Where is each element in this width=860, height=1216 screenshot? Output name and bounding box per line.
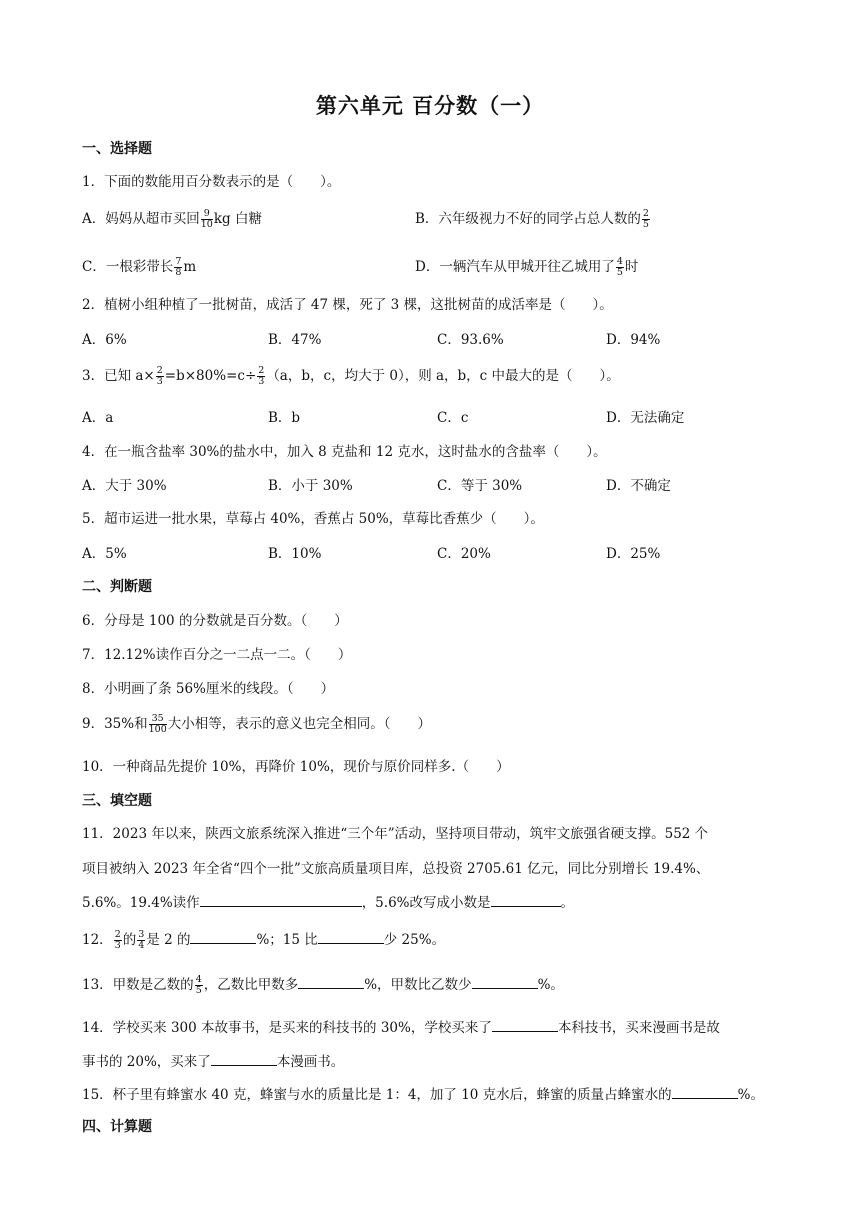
question-3-option-a: A．a [82,410,114,426]
question-11-line-3: 5.6%。19.4%读作 ，5.6%改写成小数是 。 [82,895,574,911]
question-2-option-c: C．93.6% [437,332,504,348]
answer-blank[interactable] [672,1086,738,1099]
question-3-option-b: B．b [268,410,301,426]
question-1-option-b: B．六年级视力不好的同学占总人数的 $\frac{2}{5}$ [415,208,649,230]
question-3-option-c: C．c [437,410,469,426]
question-11-line-2: 项目被纳入 2023 年全省“四个一批”文旅高质量项目库，总投资 2705.61 亿元，同比分别增长 19.4%、 [82,861,710,877]
page-title: 第六单元 百分数（一） [315,94,545,118]
question-15: 15．杯子里有蜂蜜水 40 克，蜂蜜与水的质量比是 1：4，加了 10 克水后，蜂蜜的质量占蜂蜜水的 %。 [82,1087,764,1103]
question-4-option-a: A．大于 30% [82,478,167,494]
question-1-option-a: A．妈妈从超市买回 $\frac{9}{10}$ kg 白糖 [82,208,262,230]
question-7: 7．12.12%读作百分之一二点一二。（ ） [82,647,352,663]
question-12: 12． $\frac{2}{3}$ 的 $\frac{3}{4}$ 是 2 的 %；15 比 少 25%。 [82,929,446,951]
question-13: 13．甲数是乙数的 $\frac{4}{5}$ ，乙数比甲数多 %，甲数比乙数少 %。 [82,974,564,996]
question-2-option-b: B．47% [268,332,322,348]
question-4-option-b: B．小于 30% [268,478,353,494]
answer-blank[interactable] [298,976,364,989]
question-3-option-d: D．无法确定 [606,410,685,426]
question-14-line-1: 14．学校买来 300 本故事书，是买来的科技书的 30%，学校买来了 本科技书，买来漫画书是故 [82,1020,720,1036]
section-heading-fill: 三、填空题 [82,793,152,809]
question-2-stem: 2．植树小组种植了一批树苗，成活了 47 棵，死了 3 棵，这批树苗的成活率是（ ）。 [82,297,613,313]
answer-blank[interactable] [318,931,384,944]
question-5-option-b: B．10% [268,546,322,562]
section-heading-judge: 二、判断题 [82,579,152,595]
answer-blank[interactable] [492,1019,558,1032]
answer-blank[interactable] [211,1053,277,1066]
question-5-option-d: D．25% [606,546,661,562]
question-4-stem: 4．在一瓶含盐率 30%的盐水中，加入 8 克盐和 12 克水，这时盐水的含盐率（ ）。 [82,444,607,460]
question-5-option-c: C．20% [437,546,491,562]
answer-blank[interactable] [190,931,256,944]
question-9: 9．35%和 $\frac{35}{100}$ 大小相等，表示的意义也完全相同。（ ） [82,713,431,735]
question-2-option-d: D．94% [606,332,661,348]
question-3-stem: 3．已知 a× $\frac{2}{3}$ =b×80%=c÷ $\frac{2}{3}$ （a，b，c，均大于 0），则 a，b，c 中最大的是（ ）。 [82,365,620,387]
answer-blank[interactable] [491,894,561,907]
question-6: 6．分母是 100 的分数就是百分数。（ ） [82,613,348,629]
section-heading-choice: 一、选择题 [82,141,152,157]
question-11-line-1: 11．2023 年以来，陕西文旅系统深入推进“三个年”活动，坚持项目带动，筑牢文旅强省硬支撑。552 个 [82,826,709,842]
question-5-option-a: A．5% [82,546,127,562]
section-heading-calc: 四、计算题 [82,1119,152,1135]
question-4-option-c: C．等于 30% [437,478,523,494]
answer-blank[interactable] [200,894,362,907]
question-4-option-d: D．不确定 [606,478,671,494]
question-5-stem: 5．超市运进一批水果，草莓占 40%，香蕉占 50%，草莓比香蕉少（ ）。 [82,511,544,527]
question-14-line-2: 事书的 20%，买来了 本漫画书。 [82,1054,345,1070]
question-1-stem: 1．下面的数能用百分数表示的是（ ）。 [82,174,341,190]
question-10: 10．一种商品先提价 10%，再降价 10%，现价与原价同样多.（ ） [82,759,510,775]
answer-blank[interactable] [472,976,538,989]
question-2-option-a: A．6% [82,332,127,348]
question-8: 8．小明画了条 56%厘米的线段。（ ） [82,681,335,697]
question-1-option-c: C．一根彩带长 $\frac{7}{8}$ m [82,256,197,278]
question-1-option-d: D．一辆汽车从甲城开往乙城用了 $\frac{4}{5}$ 时 [415,256,639,278]
